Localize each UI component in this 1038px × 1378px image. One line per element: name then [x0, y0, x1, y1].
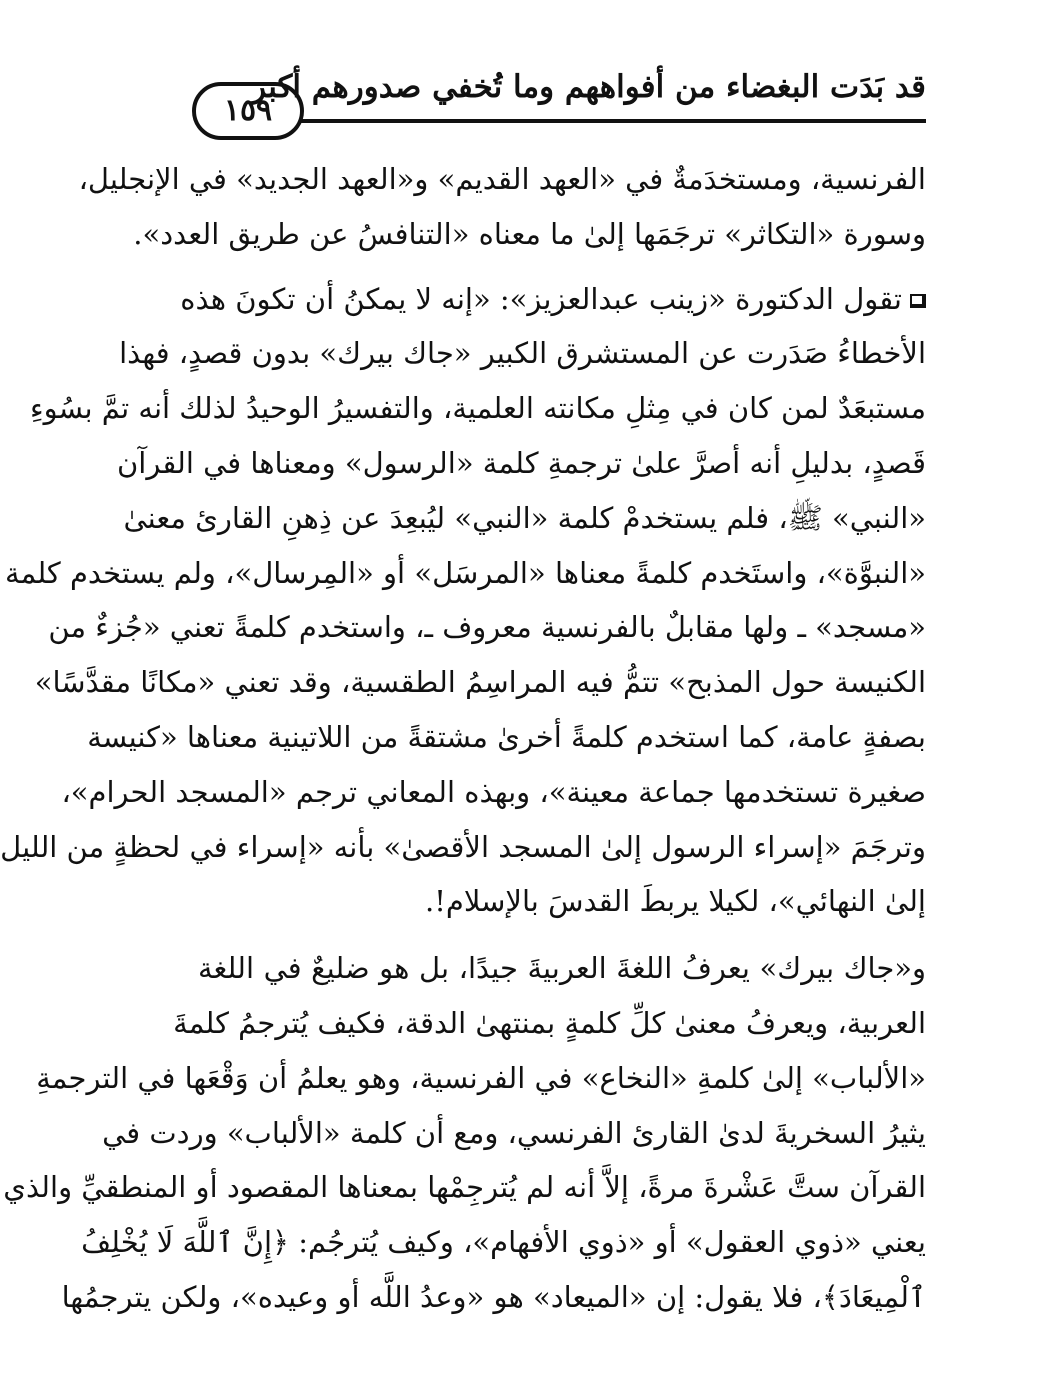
quote-first-line: [180, 272, 926, 327]
text-line: الفرنسية، ومستخدَمةٌ في «العهد القديم» و«العهد الجديد» في الإنجليل،: [78, 162, 926, 196]
text-line: «الألباب» إلىٰ كلمةِ «النخاع» في الفرنسية، وهو يعلمُ أن وَقْعَها في الترجمةِ: [36, 1060, 926, 1095]
body-text: [0, 152, 926, 1325]
text-line: الكنيسة حول المذبح» تتمُّ فيه المراسِمُ الطقسية، وقد تعني «مكانًا مقدَّسًا»: [34, 665, 926, 700]
text-line: القرآن ستَّ عَشْرةَ مرةً، إلاَّ أنه لم يُترجِمْها بمعناها المقصود أو المنطقيِّ والذي: [3, 1170, 926, 1205]
text-line: العربية، ويعرفُ معنىٰ كلِّ كلمةٍ بمنتهىٰ الدقة، فكيف يُترجمُ كلمةَ: [173, 1005, 926, 1040]
page-header: [192, 64, 926, 142]
text-line: و«جاك بيرك» يعرفُ اللغةَ العربيةَ جيدًا، بل هو ضليعٌ في اللغة: [198, 951, 926, 986]
text-line: مستبعَدٌ لمن كان في مِثلِ مكانته العلمية، والتفسيرُ الوحيدُ لذلك أنه تمَّ بسُوءِ: [30, 391, 926, 426]
text-line: صغيرة تستخدمها جماعة معينة»، وبهذه المعاني ترجم «المسجد الحرام»،: [61, 774, 926, 809]
text-line: وسورة «التكاثر» ترجَمَها إلىٰ ما معناه «التنافسُ عن طريق العدد».: [133, 216, 926, 251]
page-number: ١٥٩: [223, 93, 273, 128]
text-line: تقول الدكتورة «زينب عبدالعزيز»: «إنه لا يمكنُ أن تكونَ هذه: [180, 281, 902, 316]
paragraph-gap: [198, 929, 926, 941]
text-line: ٱلْمِيعَادَ﴾، فلا يقول: إن «الميعاد» هو «وعدُ اللَّه أو وعيده»، ولكن يترجمُها: [61, 1279, 926, 1314]
text-line: قَصدٍ، بدليلِ أنه أصرَّ علىٰ ترجمةِ كلمة «الرسول» ومعناها في القرآن: [116, 445, 926, 480]
text-line: وترجَمَ «إسراء الرسول إلىٰ المسجد الأقصىٰ» بأنه «إسراء في لحظةٍ من الليل: [0, 829, 926, 864]
text-line: بصفةٍ عامة، كما استخدم كلمةً أخرىٰ مشتقةً من اللاتينية معناها «كنيسة: [87, 719, 926, 754]
text-line: «النبوَّة»، واستَخدم كلمةً معناها «المرسَل» أو «المِرسال»، ولم يستخدم كلمة: [5, 555, 926, 590]
text-line: يثيرُ السخريةَ لدىٰ القارئ الفرنسي، ومع أن كلمة «الألباب» وردت في: [102, 1115, 926, 1150]
text-line: يعني «ذوي العقول» أو «ذوي الأفهام»، وكيف يُترجُم: ﴿إِنَّ ٱللَّهَ لَا يُخْلِفُ: [81, 1225, 926, 1260]
running-title: قد بَدَت البغضاء من أفواههم وما تُخفي صدورهم أكبر: [251, 69, 926, 105]
paragraph-gap: [198, 262, 926, 272]
text-line: «مسجد» ـ ولها مقابلٌ بالفرنسية معروف ـ، واستخدم كلمةً تعني «جُزءٌ من: [48, 610, 926, 645]
text-line: الأخطاءُ صَدَرت عن المستشرق الكبير «جاك بيرك» بدون قصدٍ، فهذا: [119, 336, 926, 371]
bullet-square-icon: [910, 294, 926, 308]
header-rule: [280, 119, 926, 123]
text-line: «النبي» ﷺ، فلم يستخدمْ كلمة «النبي» ليُبعِدَ عن ذِهنِ القارئ معنىٰ: [123, 500, 926, 535]
text-line: إلىٰ النهائي»، لكيلا يربطَ القدسَ بالإسلام!.: [425, 884, 926, 919]
